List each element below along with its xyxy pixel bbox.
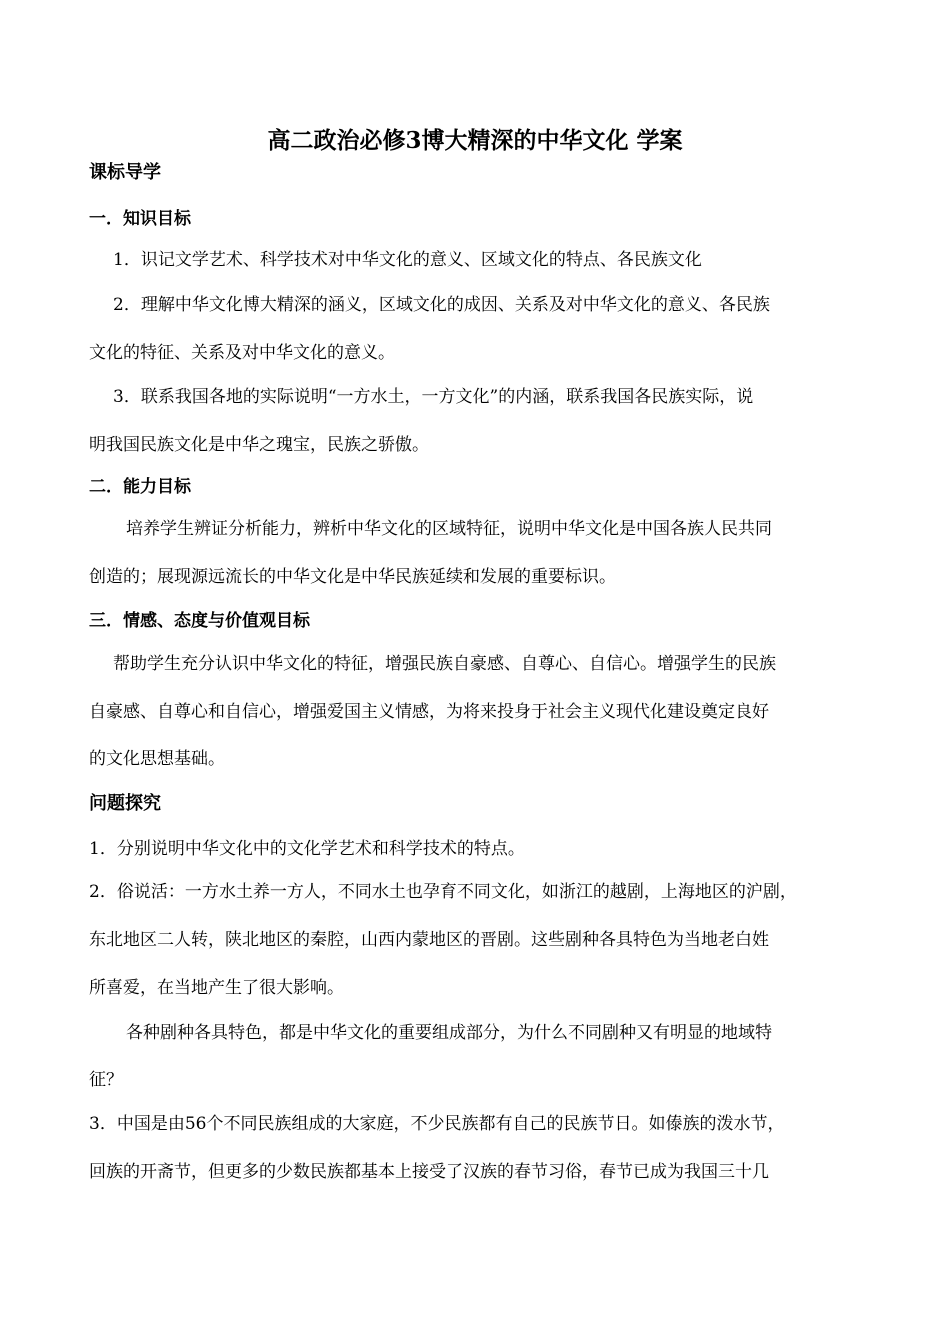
emotion-line-3: 的文化思想基础。 [89,749,225,769]
knowledge-item-3-line-1: 3．联系我国各地的实际说明“一方水土，一方文化”的内涵，联系我国各民族实际，说 [113,387,754,407]
section-heading-curriculum: 课标导学 [89,162,161,183]
question-2-line-3: 所喜爱，在当地产生了很大影响。 [89,978,344,998]
ability-line-2: 创造的；展现源远流长的中华文化是中华民族延续和发展的重要标识。 [89,567,616,587]
section-heading-questions: 问题探究 [89,793,161,814]
knowledge-item-2-line-1: 2．理解中华文化博大精深的涵义，区域文化的成因、关系及对中华文化的意义、各民族 [113,295,770,315]
knowledge-item-3-line-2: 明我国民族文化是中华之瑰宝，民族之骄傲。 [89,435,429,455]
question-2-line-5: 征？ [89,1070,123,1090]
emotion-line-2: 自豪感、自尊心和自信心，增强爱国主义情感，为将来投身于社会主义现代化建设奠定良好 [89,702,769,722]
subheading-emotion: 三．情感、态度与价值观目标 [89,611,310,631]
knowledge-item-2-line-2: 文化的特征、关系及对中华文化的意义。 [89,343,395,363]
question-2-line-4: 各种剧种各具特色，都是中华文化的重要组成部分，为什么不同剧种又有明显的地域特 [126,1023,772,1043]
page-title: 高二政治必修3博大精深的中华文化 学案 [267,127,683,154]
knowledge-item-1: 1．识记文学艺术、科学技术对中华文化的意义、区域文化的特点、各民族文化 [113,250,702,270]
question-2-line-1: 2．俗说活：一方水土养一方人，不同水土也孕育不同文化，如浙江的越剧，上海地区的沪剧， [89,882,797,902]
question-2-line-2: 东北地区二人转，陕北地区的秦腔，山西内蒙地区的晋剧。这些剧种各具特色为当地老白姓 [89,930,769,950]
subheading-ability: 二．能力目标 [89,477,191,497]
question-3-line-2: 回族的开斋节，但更多的少数民族都基本上接受了汉族的春节习俗，春节已成为我国三十几 [89,1162,769,1182]
question-1: 1．分别说明中华文化中的文化学艺术和科学技术的特点。 [89,839,525,859]
question-3-line-1: 3．中国是由56个不同民族组成的大家庭，不少民族都有自己的民族节日。如傣族的泼水节， [89,1114,785,1134]
emotion-line-1: 帮助学生充分认识中华文化的特征，增强民族自豪感、自尊心、自信心。增强学生的民族 [113,654,776,674]
subheading-knowledge: 一．知识目标 [89,209,191,229]
ability-line-1: 培养学生辨证分析能力，辨析中华文化的区域特征，说明中华文化是中国各族人民共同 [126,519,772,539]
